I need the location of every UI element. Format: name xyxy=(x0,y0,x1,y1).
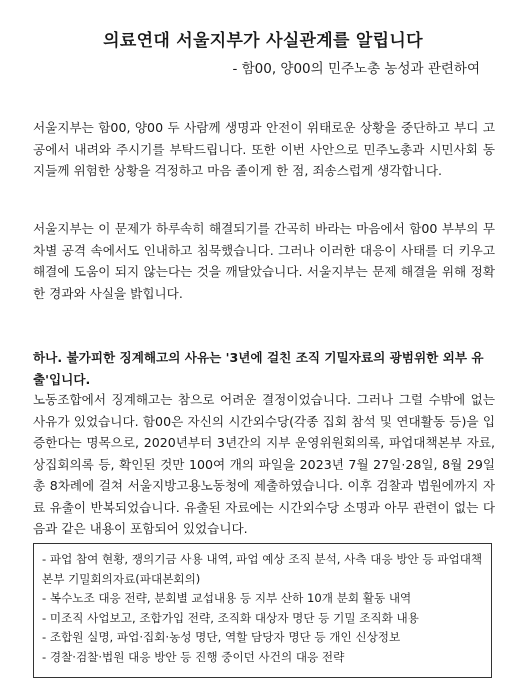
document-subtitle: - 함00, 양00의 민주노총 농성과 관련하여 xyxy=(232,61,480,77)
leaked-item: - 조합원 실명, 파업·집회·농성 명단, 역할 담당자 명단 등 개인 신상정보 xyxy=(42,630,401,644)
leaked-content-box xyxy=(33,543,492,678)
paragraph-dismissal-reason: 노동조합에서 징계해고는 참으로 어려운 결정이었습니다. 그러나 그럴 수밖에 없는 사유가 있었습니다. 함00은 자신의 시간외수당(각종 집회 참석 및 연대활동 등)을 입증한다는 명목으로, 2020년부터 3년간의 지부 운영위원회의록, 파업대책본부 자료, 상집회의록 등, 확인된 것만 100여 개의 파일을 2023년 7월 27일·28일, 8월 29일 총 8차례에 걸쳐 서울지방고용노동청에 제출하였습니다. 이후 검찰과 법원에까지 자료 유출이 반복되었습니다. 유출된 자료에는 시간외수당 소명과 아무 관련이 없는 다음과 같은 내용이 포함되어 있었습니다. xyxy=(33,392,495,536)
paragraph-apology: 서울지부는 함00, 양00 두 사람께 생명과 안전이 위태로운 상황을 중단하고 부디 고공에서 내려와 주시기를 부탁드립니다. 또한 이번 사안으로 민주노총과 시민사회 동지들께 위험한 상황을 걱정하고 마음 졸이게 한 점, 죄송스럽게 생각합니다. xyxy=(33,120,495,178)
document-title: 의료연대 서울지부가 사실관계를 알립니다 xyxy=(103,31,423,51)
leaked-item: - 미조직 사업보고, 조합가입 전략, 조직화 대상자 명단 등 기밀 조직화 내용 xyxy=(42,610,419,625)
section-heading-1: 하나. 불가피한 징계해고의 사유는 '3년에 걸친 조직 기밀자료의 광범위한 외부 유출'입니다. xyxy=(33,350,484,387)
leaked-item: - 경찰·검찰·법원 대응 방안 등 진행 중이던 사건의 대응 전략 xyxy=(42,649,345,664)
leaked-item: - 복수노조 대응 전략, 분회별 교섭내용 등 지부 산하 10개 분회 활동 내역 xyxy=(42,591,412,605)
leaked-item: - 파업 참여 현황, 쟁의기금 사용 내역, 파업 예상 조직 분석, 사측 대응 방안 등 파업대책본부 기밀회의자료(파대본회의) xyxy=(42,552,483,586)
paragraph-explanation: 서울지부는 이 문제가 하루속히 해결되기를 간곡히 바라는 마음에서 함00 부부의 무차별 공격 속에서도 인내하고 침묵했습니다. 그러나 이러한 대응이 사태를 더 키우고 해결에 도움이 되지 않는다는 것을 깨달았습니다. 서울지부는 문제 해결을 위해 정확한 경과와 사실을 밝힙니다. xyxy=(33,221,495,301)
